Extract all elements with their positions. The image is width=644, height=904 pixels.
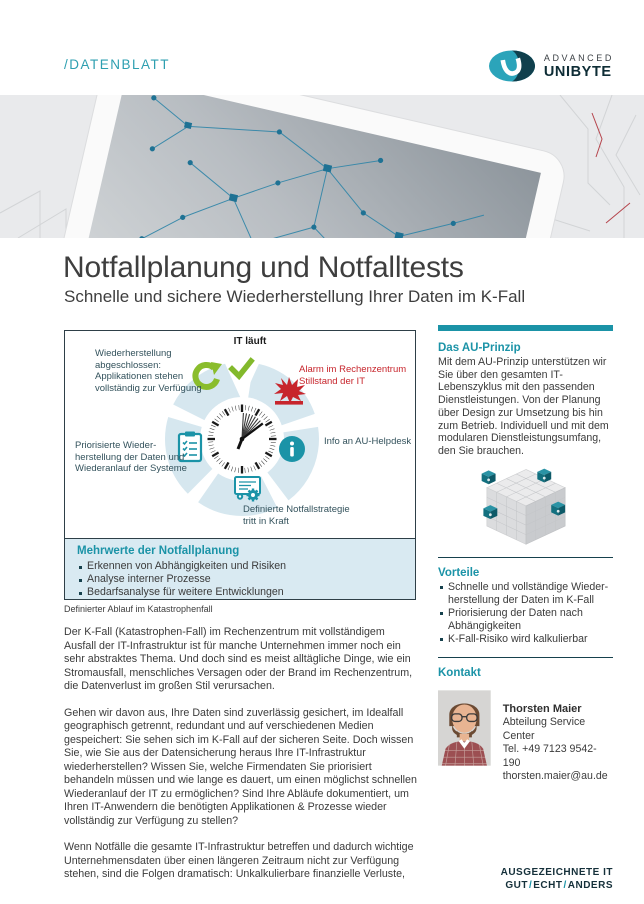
footer-slash: / (528, 880, 533, 891)
company-logo (488, 48, 614, 84)
contact-email: thorsten.maier@au.de (502, 770, 608, 783)
paragraph: Gehen wir davon aus, Ihre Daten sind zuverlässig gesichert, im Idealfall geographisch getrennt, redundant und auf verschiedenen Medien gespeichert: Sie sehen sich im K-Fall auf der sicheren Seite. Doch wissen Sie, wie Sie aus der Datensicherung heraus Ihre IT-Infrastruktur wiederherstellen? Wissen Sie, welche Firmendaten Sie priorisiert behandeln müssen und wie lange es dauert, um einen möglichst schnellen Wiederanlauf der IT zu ermöglichen? Sind Ihre Abläufe dokumentiert, um Ihren IT-Anwendern die benötigten Applikationen & Prozesse wieder vollständig zur Verfügung zu stellen? (64, 706, 417, 827)
modular-cube-graphic (478, 466, 574, 546)
footer-line1: AUSGEZEICHNETE IT (500, 867, 613, 878)
mehrwerte-title: Mehrwerte der Notfallplanung (77, 545, 240, 557)
kontakt-title: Kontakt (438, 666, 481, 679)
emergency-cycle-diagram (65, 331, 415, 538)
diagram-label-recovery-complete: Wiederherstellung abgeschlossen: Applikationen stehen vollständig zur Verfügung (95, 348, 202, 394)
vorteile-title: Vorteile (438, 566, 480, 579)
diagram-label-strategy: Definierte Notfallstrategie tritt in Kraft (243, 504, 350, 527)
list-item: Priorisierung der Daten nach Abhängigkeiten (438, 607, 613, 633)
sidebar-divider (438, 657, 613, 658)
sidebar-accent-bar (438, 325, 613, 331)
footer-line2 (501, 879, 613, 892)
sidebar (438, 325, 613, 784)
diagram-label-it-running: IT läuft (233, 336, 267, 347)
logo-text-unibyte: UNIBYTE (543, 63, 612, 80)
list-item: Analyse interner Prozesse (77, 573, 403, 586)
footer-slash: / (563, 880, 567, 891)
mehrwerte-box (65, 538, 415, 599)
footer-word: GUT (505, 880, 528, 891)
list-item: Bedarfsanalyse für weitere Entwicklungen (77, 586, 403, 599)
logo-au-icon (488, 48, 536, 84)
page-title: Notfallplanung und Notfalltests (63, 251, 464, 284)
diagram-label-prioritized-recovery: Priorisierte Wieder-herstellung der Daten und Wiederanlauf der Systeme (75, 440, 187, 474)
list-item: K-Fall-Risiko wird kalkulierbar (438, 633, 613, 646)
au-prinzip-text: Mit dem AU-Prinzip unterstützen wir Sie über den gesamten IT-Lebenszyklus mit den passenden Dienstleistungen. Von der Planung über Design zur Umsetzung bis hin zum Betrieb. Individuell und mit dem modularen Dienstleistungsumfang, den Sie brauchen. (438, 356, 609, 457)
footer-word: ANDERS (567, 880, 613, 891)
paragraph: Wenn Notfälle die gesamte IT-Infrastruktur betreffen und dadurch wichtige Unternehmensdaten über einen längeren Zeitraum nicht zur Verfügung stehen, sind die Folgen dramatisch: Unkalkulierbare finanzielle Verluste, (64, 841, 414, 880)
list-item: Erkennen von Abhängigkeiten und Risiken (77, 560, 403, 573)
footer-claim (501, 866, 613, 892)
logo-text-advanced: ADVANCED (543, 52, 614, 63)
hero-tablet-illustration (0, 95, 644, 238)
page-subtitle: Schnelle und sichere Wiederherstellung Ihrer Daten im K-Fall (64, 287, 526, 306)
diagram-label-helpdesk: Info an AU-Helpdesk (324, 436, 412, 447)
contact-department: Abteilung Service Center (502, 716, 586, 742)
diagram-label-alarm: Alarm im Rechenzentrum Stillstand der IT (299, 364, 407, 387)
sidebar-divider (438, 557, 613, 558)
vorteile-list (438, 581, 613, 646)
figure-caption: Definierter Ablauf im Katastrophenfall (64, 604, 213, 614)
paragraph: Der K-Fall (Katastrophen-Fall) im Rechenzentrum mit vollständigem Ausfall der IT-Infrastruktur ist für manche Unternehmen immer noch ein sehr abstraktes Thema. Und doch sind es meist alltägliche Dinge, wie ein Stromausfall, menschliches Versagen oder der Brand im Rechenzentrum, die Datenverlust im großen Stil verursachen. (64, 626, 413, 692)
contact-photo (438, 688, 491, 768)
au-prinzip-title: Das AU-Prinzip (438, 342, 521, 354)
list-item: Schnelle und vollständige Wieder-herstellung der Daten im K-Fall (438, 581, 613, 607)
contact-phone: Tel. +49 7123 9542-190 (502, 743, 597, 769)
footer-word: ECHT (533, 880, 563, 891)
document-type-label: /DATENBLATT (64, 57, 171, 72)
mehrwerte-list (77, 560, 403, 600)
body-text-column (64, 626, 419, 895)
process-diagram-figure (64, 330, 416, 600)
contact-name: Thorsten Maier (502, 702, 582, 715)
contact-info (503, 703, 613, 784)
info-icon (279, 436, 305, 462)
hero-image (0, 95, 644, 238)
